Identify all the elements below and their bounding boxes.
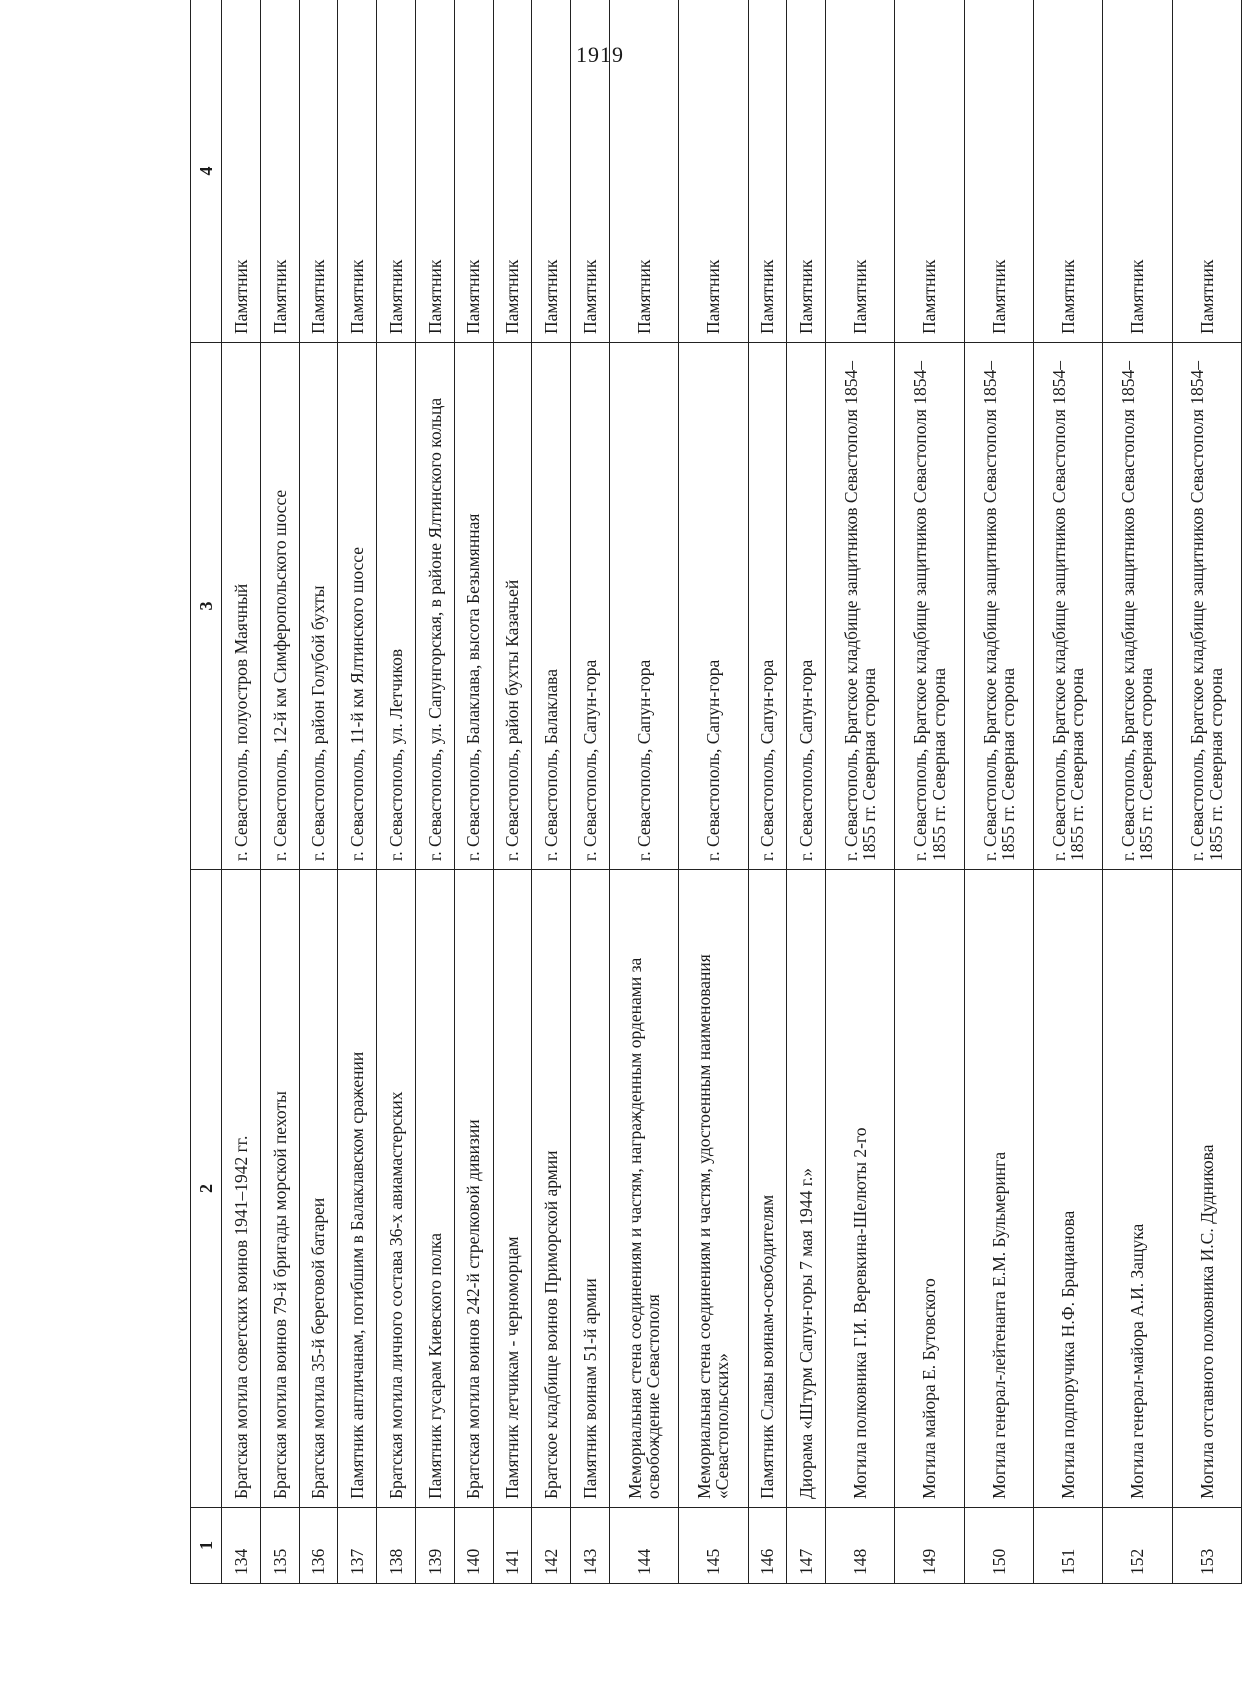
row-number-cell: 139 bbox=[415, 1508, 454, 1584]
object-type-cell: Памятник bbox=[222, 0, 261, 343]
row-number-cell: 141 bbox=[493, 1508, 532, 1584]
object-type-cell: Памятник bbox=[338, 0, 377, 343]
monument-name-cell: Братская могила воинов 242-й стрелковой дивизии bbox=[454, 870, 493, 1508]
location-cell: г. Севастополь, Сапун-гора bbox=[679, 343, 748, 870]
table-row bbox=[895, 0, 964, 1584]
monument-name-cell: Могила отставного полковника И.С. Дудникова bbox=[1172, 870, 1241, 1508]
table-row bbox=[748, 0, 787, 1584]
row-number-cell: 143 bbox=[571, 1508, 610, 1584]
object-type-cell: Памятник bbox=[787, 0, 826, 343]
object-type-cell: Памятник bbox=[377, 0, 416, 343]
table-row bbox=[493, 0, 532, 1584]
row-number-cell: 140 bbox=[454, 1508, 493, 1584]
location-cell: г. Севастополь, Братское кладбище защитников Севастополя 1854–1855 гг. Северная сторона bbox=[1172, 343, 1241, 870]
monument-name-cell: Братская могила воинов 79-й бригады морской пехоты bbox=[260, 870, 299, 1508]
object-type-cell: Памятник bbox=[964, 0, 1033, 343]
column-header-location: 3 bbox=[191, 343, 222, 870]
row-number-cell: 144 bbox=[609, 1508, 678, 1584]
location-cell: г. Севастополь, район Голубой бухты bbox=[299, 343, 338, 870]
row-number-cell: 147 bbox=[787, 1508, 826, 1584]
table-row bbox=[377, 0, 416, 1584]
row-number-cell: 146 bbox=[748, 1508, 787, 1584]
row-number-cell: 150 bbox=[964, 1508, 1033, 1584]
row-number-cell: 149 bbox=[895, 1508, 964, 1584]
location-cell: г. Севастополь, ул. Сапунгорская, в районе Ялтинского кольца bbox=[415, 343, 454, 870]
table-row bbox=[532, 0, 571, 1584]
row-number-cell: 152 bbox=[1103, 1508, 1172, 1584]
location-cell: г. Севастополь, ул. Летчиков bbox=[377, 343, 416, 870]
monument-name-cell: Могила полковника Г.И. Веревкина-Шелюты 2-го bbox=[826, 870, 895, 1508]
location-cell: г. Севастополь, Сапун-гора bbox=[748, 343, 787, 870]
column-header-name: 2 bbox=[191, 870, 222, 1508]
location-cell: г. Севастополь, Братское кладбище защитников Севастополя 1854–1855 гг. Северная сторона bbox=[826, 343, 895, 870]
location-cell: г. Севастополь, Сапун-гора bbox=[609, 343, 678, 870]
monument-name-cell: Братская могила советских воинов 1941–1942 гг. bbox=[222, 870, 261, 1508]
location-cell: г. Севастополь, Балаклава bbox=[532, 343, 571, 870]
table-row bbox=[1034, 0, 1103, 1584]
monument-name-cell: Могила генерал-майора А.И. Защука bbox=[1103, 870, 1172, 1508]
row-number-cell: 145 bbox=[679, 1508, 748, 1584]
table-row bbox=[1103, 0, 1172, 1584]
location-cell: г. Севастополь, Балаклава, высота Безымянная bbox=[454, 343, 493, 870]
monument-name-cell: Братская могила личного состава 36-х авиамастерских bbox=[377, 870, 416, 1508]
monument-name-cell: Памятник летчикам - черноморцам bbox=[493, 870, 532, 1508]
row-number-cell: 135 bbox=[260, 1508, 299, 1584]
column-header-number: 1 bbox=[191, 1508, 222, 1584]
table-row bbox=[260, 0, 299, 1584]
object-type-cell: Памятник bbox=[493, 0, 532, 343]
monument-name-cell: Могила подпоручика Н.Ф. Брацианова bbox=[1034, 870, 1103, 1508]
location-cell: г. Севастополь, Братское кладбище защитников Севастополя 1854–1855 гг. Северная сторона bbox=[964, 343, 1033, 870]
table-header-row bbox=[191, 0, 222, 1584]
monument-name-cell: Братская могила 35-й береговой батареи bbox=[299, 870, 338, 1508]
column-header-type: 4 bbox=[191, 0, 222, 343]
location-cell: г. Севастополь, район бухты Казачьей bbox=[493, 343, 532, 870]
table-row bbox=[222, 0, 261, 1584]
table-row bbox=[826, 0, 895, 1584]
row-number-cell: 137 bbox=[338, 1508, 377, 1584]
location-cell: г. Севастополь, Братское кладбище защитников Севастополя 1854–1855 гг. Северная сторона bbox=[1103, 343, 1172, 870]
table-row bbox=[964, 0, 1033, 1584]
row-number-cell: 134 bbox=[222, 1508, 261, 1584]
location-cell: г. Севастополь, 11-й км Ялтинского шоссе bbox=[338, 343, 377, 870]
monument-name-cell: Мемориальная стена соединениям и частям, награжденным орденами за освобождение Севастополя bbox=[609, 870, 678, 1508]
object-type-cell: Памятник bbox=[299, 0, 338, 343]
page-number: 1919 bbox=[576, 42, 624, 67]
location-cell: г. Севастополь, 12-й км Симферопольского шоссе bbox=[260, 343, 299, 870]
row-number-cell: 148 bbox=[826, 1508, 895, 1584]
monument-name-cell: Могила майора Е. Бутовского bbox=[895, 870, 964, 1508]
object-type-cell: Памятник bbox=[1172, 0, 1241, 343]
table-row bbox=[679, 0, 748, 1584]
rotated-table-frame bbox=[190, 0, 1242, 1584]
monument-name-cell: Памятник воинам 51-й армии bbox=[571, 870, 610, 1508]
location-cell: г. Севастополь, Братское кладбище защитников Севастополя 1854–1855 гг. Северная сторона bbox=[895, 343, 964, 870]
monument-name-cell: Братское кладбище воинов Приморской армии bbox=[532, 870, 571, 1508]
location-cell: г. Севастополь, Сапун-гора bbox=[787, 343, 826, 870]
table-row bbox=[415, 0, 454, 1584]
object-type-cell: Памятник bbox=[532, 0, 571, 343]
object-type-cell: Памятник bbox=[1103, 0, 1172, 343]
row-number-cell: 142 bbox=[532, 1508, 571, 1584]
object-type-cell: Памятник bbox=[571, 0, 610, 343]
location-cell: г. Севастополь, Братское кладбище защитников Севастополя 1854–1855 гг. Северная сторона bbox=[1034, 343, 1103, 870]
monument-name-cell: Могила генерал-лейтенанта Е.М. Бульмеринга bbox=[964, 870, 1033, 1508]
object-type-cell: Памятник bbox=[895, 0, 964, 343]
table-row bbox=[1172, 0, 1241, 1584]
object-type-cell: Памятник bbox=[454, 0, 493, 343]
object-type-cell: Памятник bbox=[609, 0, 678, 343]
table-row bbox=[787, 0, 826, 1584]
object-type-cell: Памятник bbox=[415, 0, 454, 343]
object-type-cell: Памятник bbox=[826, 0, 895, 343]
row-number-cell: 138 bbox=[377, 1508, 416, 1584]
table-row bbox=[338, 0, 377, 1584]
table-row bbox=[571, 0, 610, 1584]
object-type-cell: Памятник bbox=[1034, 0, 1103, 343]
monument-name-cell: Памятник Славы воинам-освободителям bbox=[748, 870, 787, 1508]
table-row bbox=[454, 0, 493, 1584]
monument-name-cell: Памятник англичанам, погибшим в Балаклавском сражении bbox=[338, 870, 377, 1508]
monument-name-cell: Мемориальная стена соединениям и частям, удостоенным наименования «Севастопольских» bbox=[679, 870, 748, 1508]
location-cell: г. Севастополь, полуостров Маячный bbox=[222, 343, 261, 870]
location-cell: г. Севастополь, Сапун-гора bbox=[571, 343, 610, 870]
object-type-cell: Памятник bbox=[748, 0, 787, 343]
row-number-cell: 151 bbox=[1034, 1508, 1103, 1584]
monuments-table bbox=[190, 0, 1242, 1584]
object-type-cell: Памятник bbox=[679, 0, 748, 343]
monument-name-cell: Памятник гусарам Киевского полка bbox=[415, 870, 454, 1508]
row-number-cell: 136 bbox=[299, 1508, 338, 1584]
table-row bbox=[609, 0, 678, 1584]
object-type-cell: Памятник bbox=[260, 0, 299, 343]
row-number-cell: 153 bbox=[1172, 1508, 1241, 1584]
table-row bbox=[299, 0, 338, 1584]
monument-name-cell: Диорама «Штурм Сапун-горы 7 мая 1944 г.» bbox=[787, 870, 826, 1508]
